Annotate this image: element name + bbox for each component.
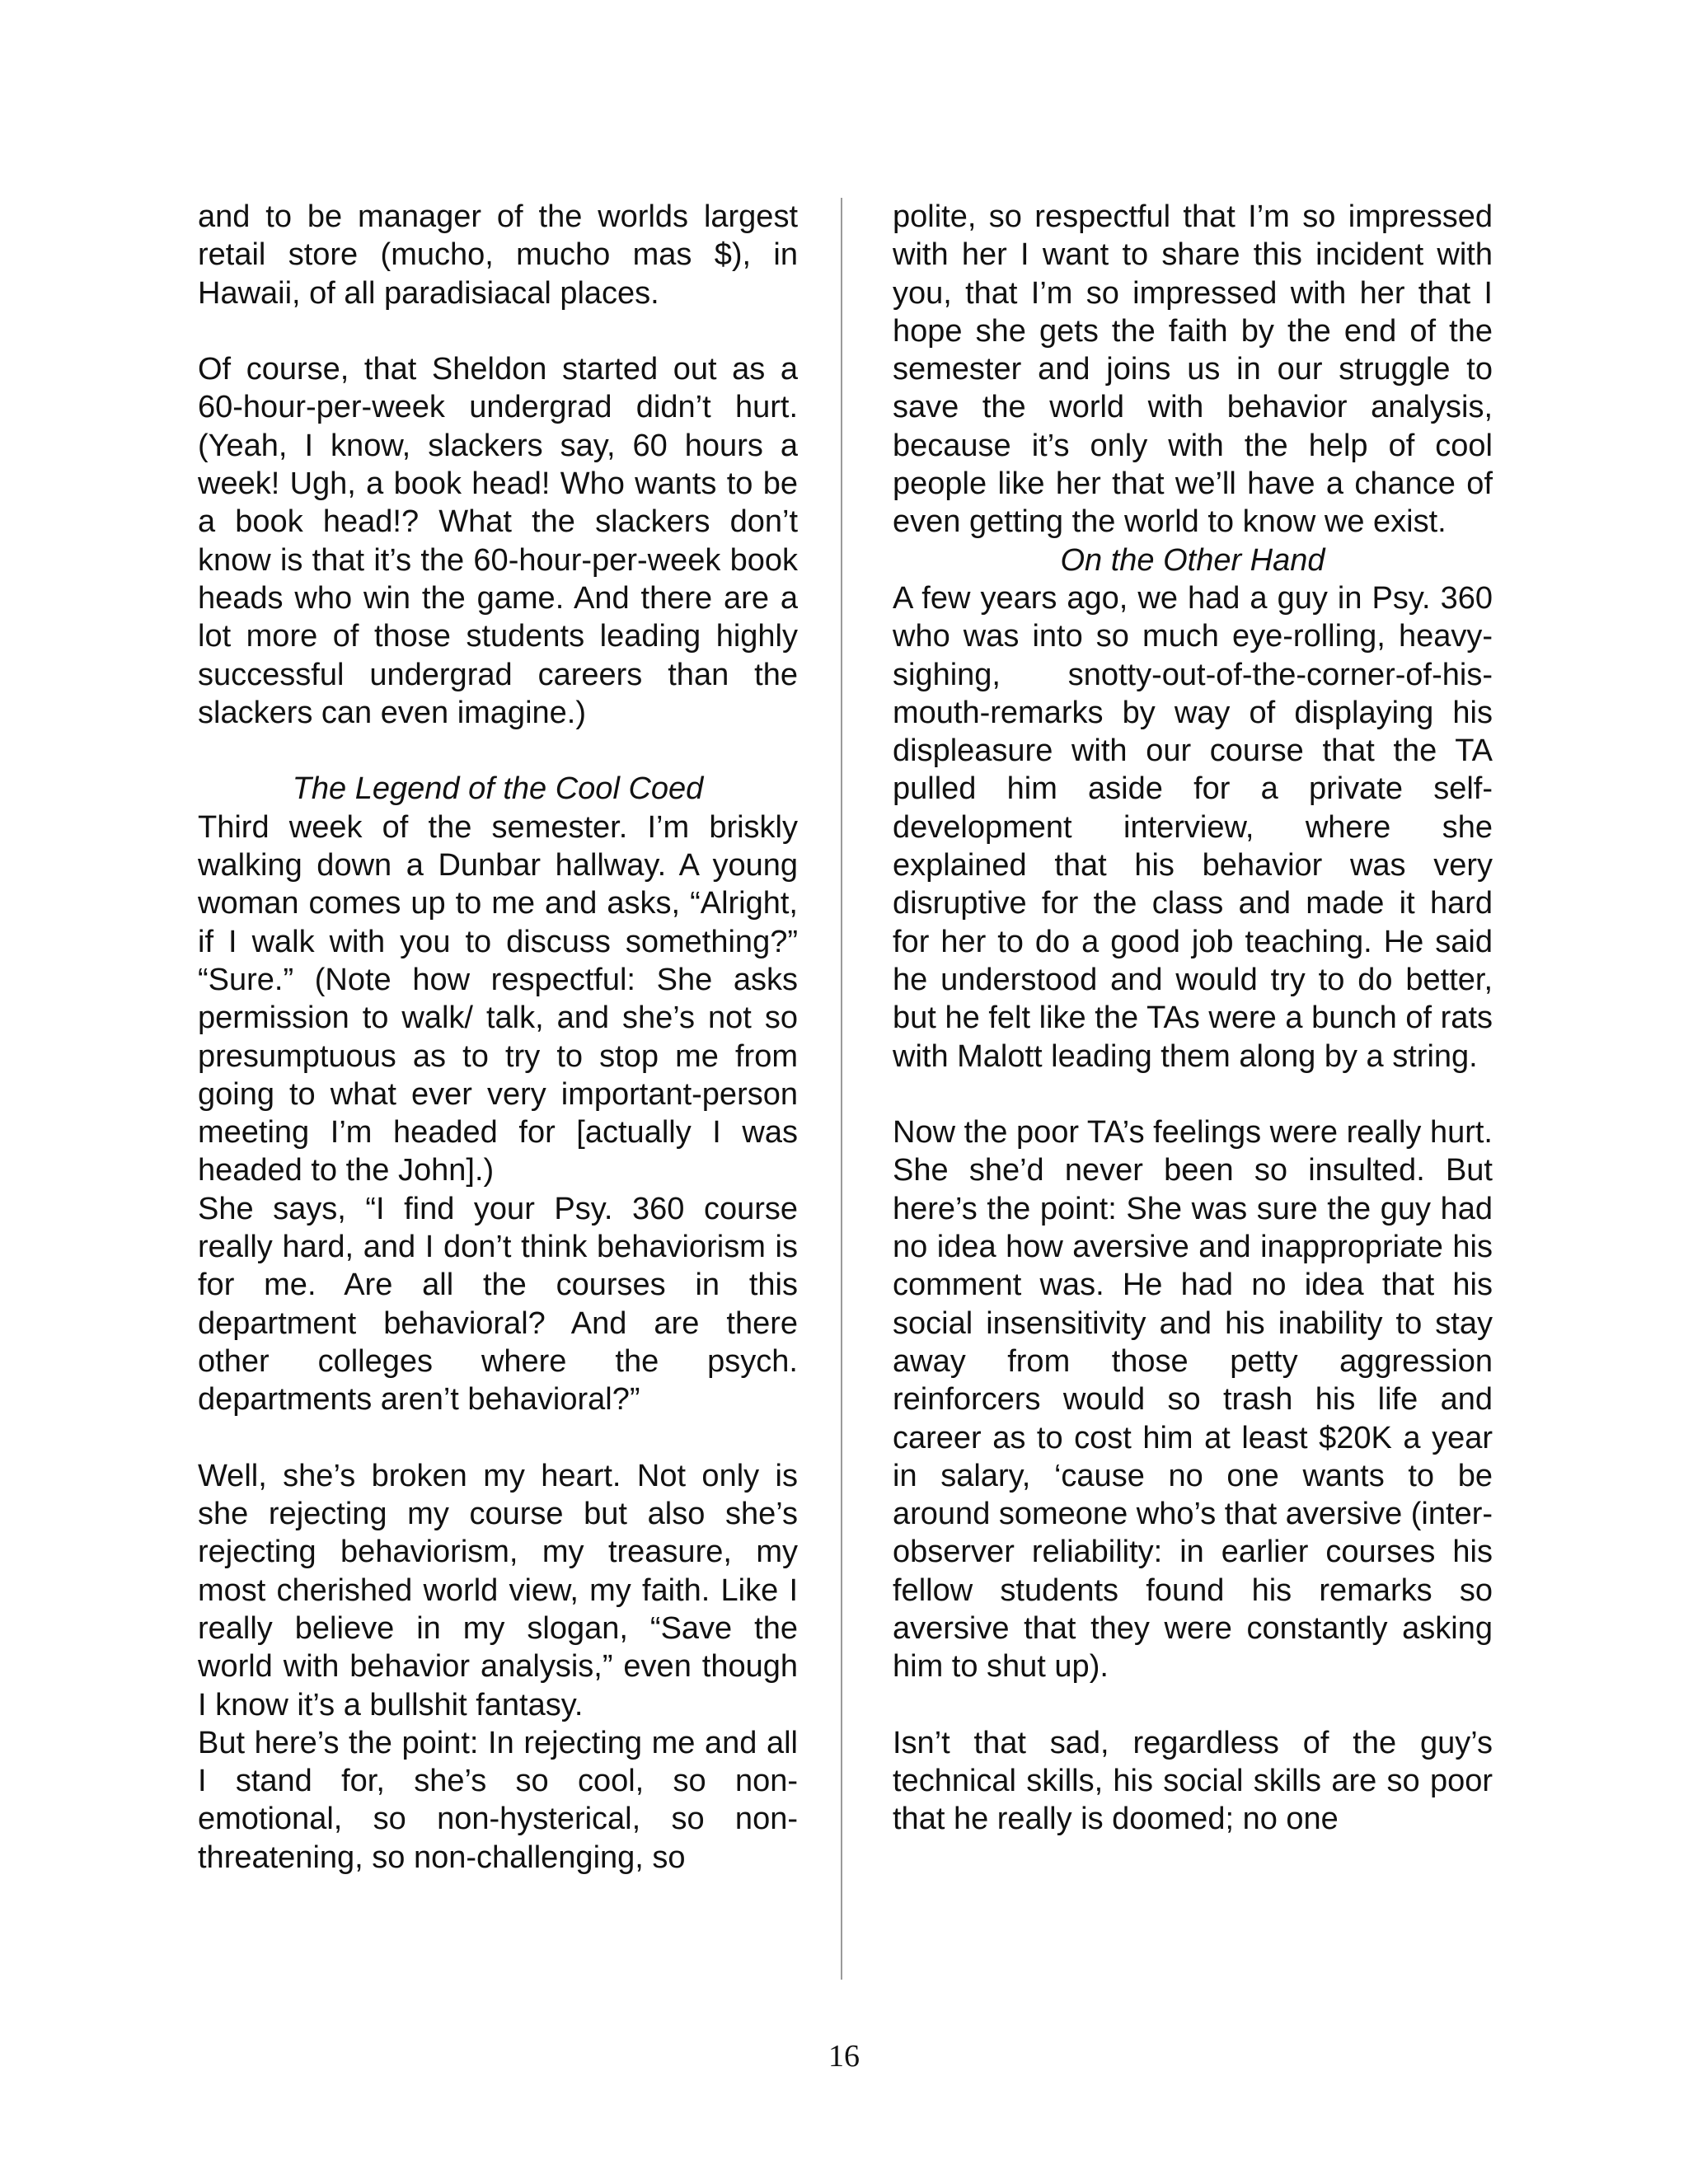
paragraph: Isn’t that sad, regardless of the guy’s technical skills, his social skills are so poor that he really is doomed; no one (893, 1725, 1493, 1837)
paragraph: A few years ago, we had a guy in Psy. 360 who was into so much eye-rolling, heavy-sighing, snotty-out-of-the-corner-of-his-mouth-remarks by way of displaying his displeasure with our course that the TA pulled him aside for a private self-development interview, where she explained that his behavior was very disruptive for the class and made it hard for her to do a good job teaching. He said he understood and would try to do better, but he felt like the TAs were a bunch of rats with Malott leading them along by a string. (893, 580, 1493, 1074)
left-column (198, 198, 798, 1877)
paragraph: She says, “I find your Psy. 360 course really hard, and I don’t think behaviorism is for me. Are all the courses in this department behavioral? And are there other colleges where the psych. departments aren’t behavioral?” (198, 1191, 798, 1418)
paragraph: and to be manager of the worlds largest retail store (mucho, mucho mas $), in Hawaii, of all paradisiacal places. (198, 199, 798, 311)
column-divider (841, 198, 842, 1980)
paragraph: Of course, that Sheldon started out as a 60-hour-per-week undergrad didn’t hurt. (Yeah, I know, slackers say, 60 hours a week! Ugh, a book head! Who wants to be a book head!? What the slackers don’t know is that it’s the 60-hour-per-week book heads who win the game. And there are a lot more of those students leading highly successful undergrad careers than the slackers can even imagine.) (198, 352, 798, 730)
paragraph: Third week of the semester. I’m briskly walking down a Dunbar hallway. A young woman comes up to me and asks, “Alright, if I walk with you to discuss something?” “Sure.” (Note how respectful: She asks permission to walk/ talk, and she’s not so presumptuous as to try to stop me from going to what ever very important-person meeting I’m headed for [actually I was headed to the John].) (198, 809, 798, 1188)
section-heading: On the Other Hand (1060, 542, 1325, 578)
paragraph: polite, so respectful that I’m so impressed with her I want to share this incident with you, that I’m so impressed with her that I hope she gets the faith by the end of the semester and joins us in our struggle to save the world with behavior analysis, because it’s only with the help of cool people like her that we’ll have a chance of even getting the world to know we exist. (893, 199, 1493, 540)
paragraph: Now the poor TA’s feelings were really hurt. She she’d never been so insulted. But here’s the point: She was sure the guy had no idea how aversive and inappropriate his comment was. He had no idea that his social insensitivity and his inability to stay away from those petty aggression reinforcers would so trash his life and career as to cost him at least $20K a year in salary, ‘cause no one wants to be around someone who’s that aversive (inter-observer reliability: in earlier courses his fellow students found his remarks so aversive that they were constantly asking him to shut up). (893, 1115, 1493, 1685)
paragraph: But here’s the point: In rejecting me and all I stand for, she’s so cool, so non-emotional, so non-hysterical, so non-threatening, so non-challenging, so (198, 1725, 798, 1875)
right-column (893, 198, 1493, 1839)
section-heading: The Legend of the Cool Coed (292, 771, 704, 807)
paragraph: Well, she’s broken my heart. Not only is she rejecting my course but also she’s rejecting behaviorism, my treasure, my most cherished world view, my faith. Like I really believe in my slogan, “Save the world with behavior analysis,” even though I know it’s a bullshit fantasy. (198, 1458, 798, 1722)
page-number: 16 (828, 2039, 860, 2074)
